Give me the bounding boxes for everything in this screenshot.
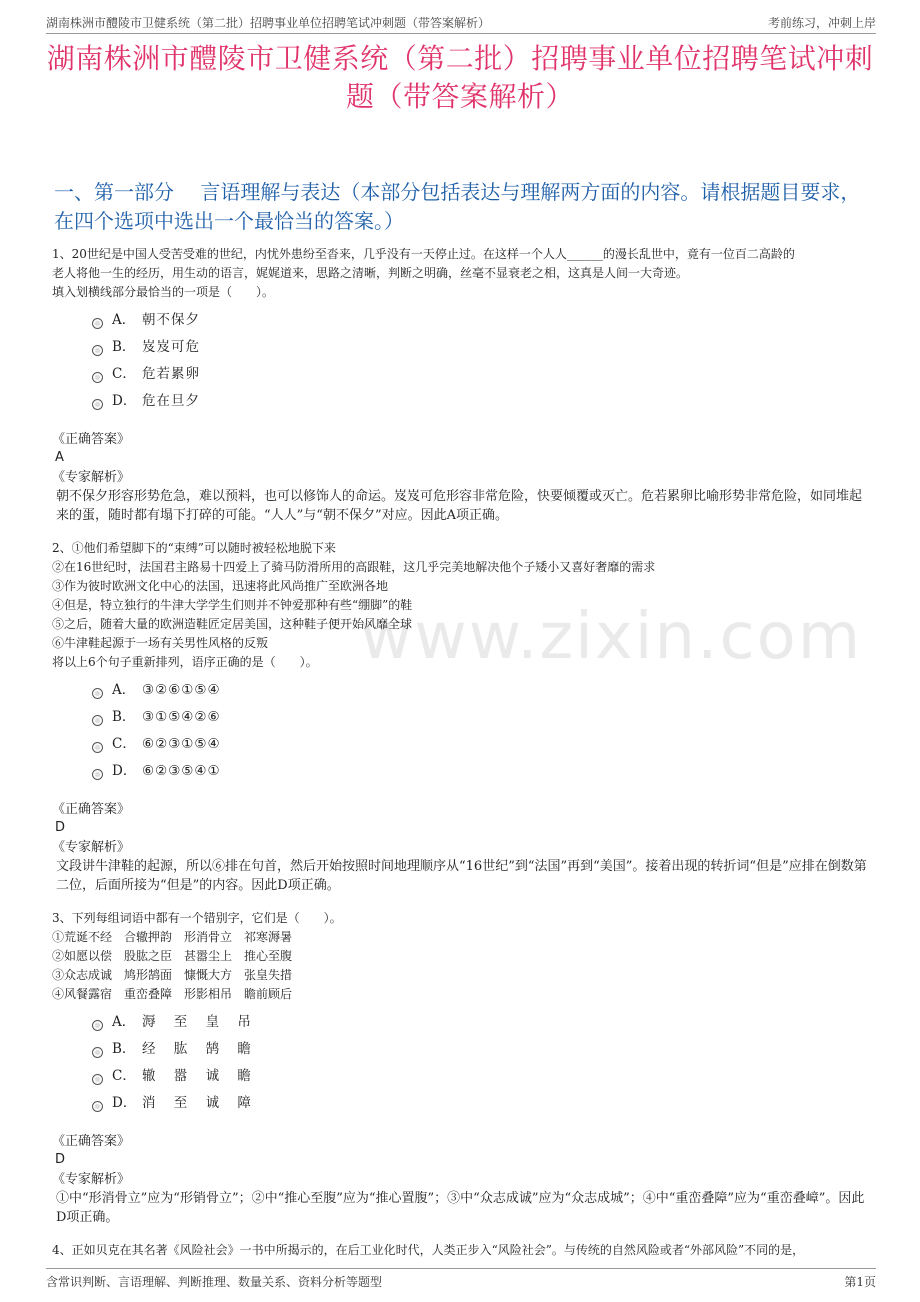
question-4-stem: 4、正如贝克在其名著《风险社会》一书中所揭示的，在后工业化时代，人类正步入“风险社会”。与传统的自然风险或者“外部风险”不同的是，	[52, 1243, 805, 1257]
question-2	[52, 539, 870, 895]
radio-icon[interactable]	[92, 399, 103, 410]
option-a[interactable]	[92, 1009, 870, 1036]
stem-line: ④但是，特立独行的牛津大学学生们则并不钟爱那种有些“绷脚”的鞋	[52, 598, 413, 612]
option-list	[92, 307, 870, 415]
option-a[interactable]	[92, 677, 870, 704]
footer-topics: 含常识判断、言语理解、判断推理、数量关系、资料分析等题型	[46, 1275, 383, 1289]
option-letter: D．	[112, 393, 137, 409]
option-d[interactable]	[92, 1090, 870, 1117]
stem-line: 1、20世纪是中国人受苦受难的世纪，内忧外患纷至沓来，几乎没有一天停止过。在这样一个人人______的漫长乱世中，竟有一位百二高龄的	[52, 247, 795, 261]
stem-line: ④风餐露宿 重峦叠障 形影相吊 瞻前顾后	[52, 987, 293, 1001]
answer-label: 《正确答案》	[52, 802, 131, 817]
option-text: 岌岌可危	[142, 339, 200, 355]
option-b[interactable]	[92, 334, 870, 361]
option-text: 危在旦夕	[142, 393, 200, 409]
stem-line: 将以上6个句子重新排列，语序正确的是（ ）。	[52, 655, 318, 669]
question-list	[52, 245, 870, 1260]
option-text: 消 至 诚 障	[142, 1095, 251, 1111]
explanation-text: 朝不保夕形容形势危急，难以预料，也可以修饰人的命运。岌岌可危形容非常危险，快要倾覆或灭亡。危若累卵比喻形势非常危险，如同堆起来的蛋，随时都有塌下打碎的可能。“人人”与“朝不保夕”对应。因此A项正确。	[56, 489, 863, 523]
radio-icon[interactable]	[92, 715, 103, 726]
option-c[interactable]	[92, 1063, 870, 1090]
question-stem	[52, 245, 870, 302]
stem-line: 老人将他一生的经历，用生动的语言，娓娓道来，思路之清晰，判断之明确，丝毫不显衰老之相，这真是人间一大奇迹。	[52, 266, 689, 280]
radio-icon[interactable]	[92, 1101, 103, 1112]
option-d[interactable]	[92, 758, 870, 785]
answer-value: A	[55, 450, 64, 465]
stem-line: ③众志成诚 鸠形鹄面 慷慨大方 张皇失措	[52, 968, 293, 982]
option-letter: B．	[112, 339, 136, 355]
header-doc-title: 湖南株洲市醴陵市卫健系统（第二批）招聘事业单位招聘笔试冲刺题（带答案解析）	[46, 16, 491, 30]
option-d[interactable]	[92, 388, 870, 415]
option-letter: A．	[112, 682, 136, 698]
section-heading: 一、第一部分 言语理解与表达（本部分包括表达与理解两方面的内容。请根据题目要求，在四个选项中选出一个最恰当的答案。）	[54, 180, 861, 233]
stem-line: ②如愿以偿 股肱之臣 甚嚣尘上 推心至腹	[52, 949, 293, 963]
explanation-label: 《专家解析》	[52, 1172, 131, 1187]
question-3	[52, 909, 870, 1227]
stem-line: ⑤之后，随着大量的欧洲造鞋匠定居美国，这种鞋子便开始风靡全球	[52, 617, 413, 631]
option-text: ③②⑥①⑤④	[142, 682, 221, 698]
stem-line: ⑥牛津鞋起源于一场有关男性风格的反叛	[52, 636, 269, 650]
option-text: ⑥②③①⑤④	[142, 736, 221, 752]
option-b[interactable]	[92, 704, 870, 731]
question-stem	[52, 909, 870, 1004]
option-letter: B．	[112, 1041, 136, 1057]
radio-icon[interactable]	[92, 769, 103, 780]
explanation-text: ①中“形消骨立”应为“形销骨立”；②中“推心至腹”应为“推心置腹”；③中“众志成诚”应为“众志成城”；④中“重峦叠障”应为“重峦叠嶂”。因此D项正确。	[56, 1191, 865, 1225]
option-text: 辙 嚣 诚 瞻	[142, 1068, 251, 1084]
watermark: www.zixin.com	[360, 600, 863, 674]
radio-icon[interactable]	[92, 1047, 103, 1058]
option-letter: A．	[112, 312, 136, 328]
option-text: ③①⑤④②⑥	[142, 709, 221, 725]
question-stem	[52, 539, 870, 672]
stem-line: ③作为彼时欧洲文化中心的法国，迅速将此风尚推广至欧洲各地	[52, 579, 389, 593]
option-letter: B．	[112, 709, 136, 725]
option-letter: D．	[112, 763, 137, 779]
radio-icon[interactable]	[92, 318, 103, 329]
option-letter: A．	[112, 1014, 136, 1030]
option-letter: D．	[112, 1095, 137, 1111]
question-1	[52, 245, 870, 525]
option-text: 危若累卵	[142, 366, 200, 382]
stem-line: 填入划横线部分最恰当的一项是（ ）。	[52, 285, 275, 299]
page-number: 第1页	[844, 1275, 876, 1289]
stem-line: 3、下列每组词语中都有一个错别字，它们是（ ）。	[52, 911, 342, 925]
explanation-label: 《专家解析》	[52, 470, 131, 485]
radio-icon[interactable]	[92, 688, 103, 699]
document-title: 湖南株洲市醴陵市卫健系统（第二批）招聘事业单位招聘笔试冲刺题（带答案解析）	[46, 42, 874, 113]
page-footer	[46, 1268, 876, 1292]
option-list	[92, 677, 870, 785]
radio-icon[interactable]	[92, 1074, 103, 1085]
option-letter: C．	[112, 736, 136, 752]
option-c[interactable]	[92, 731, 870, 758]
option-text: 朝不保夕	[142, 312, 200, 328]
explanation-text: 文段讲牛津鞋的起源，所以⑥排在句首，然后开始按照时间地理顺序从“16世纪”到“法国”再到“美国”。接着出现的转折词“但是”应排在倒数第二位，后面所接为“但是”的内容。因此D项正确。	[56, 859, 867, 893]
option-text: ⑥②③⑤④①	[142, 763, 221, 779]
stem-line: ①荒诞不经 合辙押韵 形消骨立 祁寒溽暑	[52, 930, 293, 944]
option-letter: C．	[112, 366, 136, 382]
radio-icon[interactable]	[92, 742, 103, 753]
answer-value: D	[55, 820, 66, 835]
option-text: 经 肱 鹄 瞻	[142, 1041, 251, 1057]
stem-line: ②在16世纪时，法国君主路易十四爱上了骑马防滑所用的高跟鞋，这几乎完美地解决他个子矮小又喜好奢靡的需求	[52, 560, 656, 574]
header-slogan: 考前练习，冲刺上岸	[767, 16, 876, 30]
option-c[interactable]	[92, 361, 870, 388]
option-letter: C．	[112, 1068, 136, 1084]
option-list	[92, 1009, 870, 1117]
option-a[interactable]	[92, 307, 870, 334]
stem-line: 2、①他们希望脚下的“束缚”可以随时被轻松地脱下来	[52, 541, 336, 555]
answer-label: 《正确答案》	[52, 432, 131, 447]
option-text: 溽 至 皇 吊	[142, 1014, 251, 1030]
radio-icon[interactable]	[92, 1020, 103, 1031]
explanation-label: 《专家解析》	[52, 840, 131, 855]
option-b[interactable]	[92, 1036, 870, 1063]
radio-icon[interactable]	[92, 345, 103, 356]
radio-icon[interactable]	[92, 372, 103, 383]
page-header	[46, 12, 876, 34]
answer-label: 《正确答案》	[52, 1134, 131, 1149]
answer-value: D	[55, 1152, 66, 1167]
